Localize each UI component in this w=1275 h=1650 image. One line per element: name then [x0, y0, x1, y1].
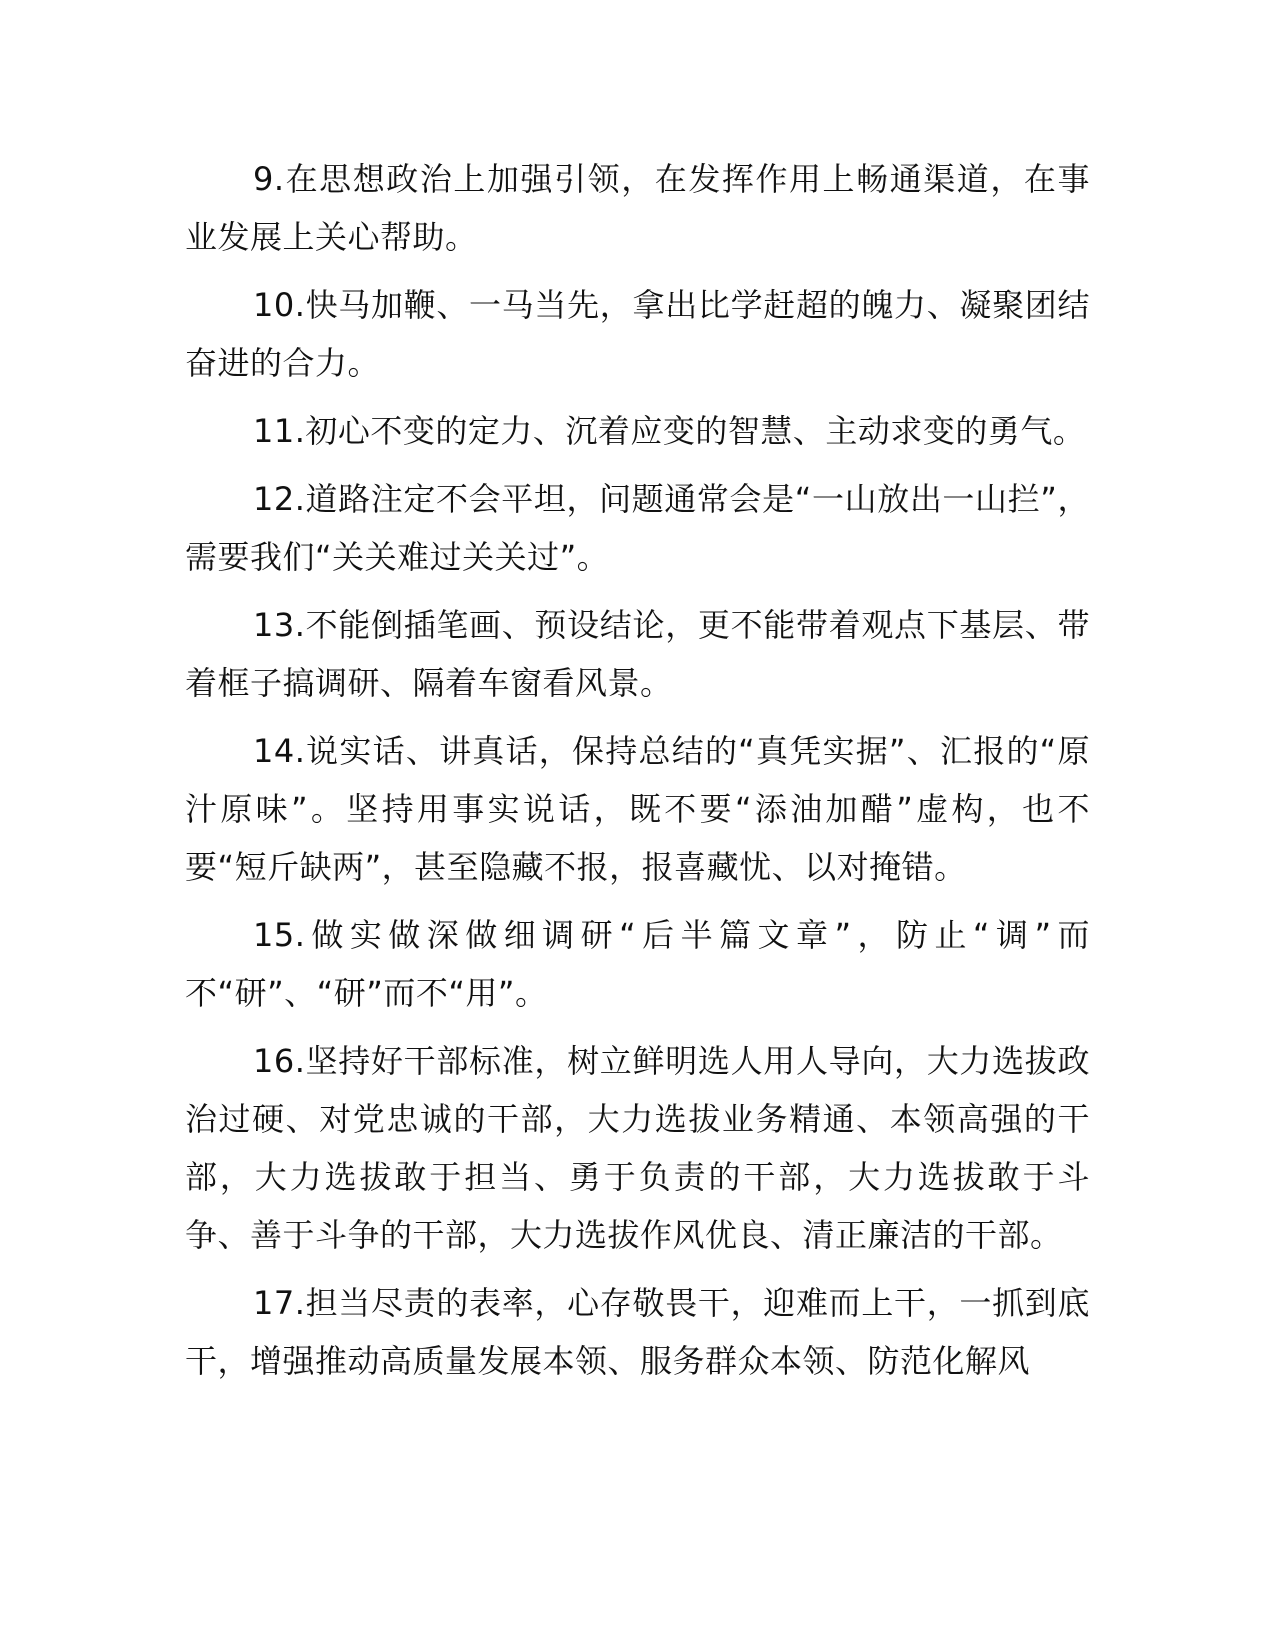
document-body	[185, 150, 1090, 1400]
paragraph-11: 11.初心不变的定力、沉着应变的智慧、主动求变的勇气。	[253, 412, 1086, 450]
paragraph-17: 17.担当尽责的表率，心存敬畏干，迎难而上干，一抓到底干，增强推动高质量发展本领、服务群众本领、防范化解风	[185, 1284, 1090, 1380]
paragraph-9: 9.在思想政治上加强引领，在发挥作用上畅通渠道，在事业发展上关心帮助。	[185, 160, 1090, 256]
paragraph-13: 13.不能倒插笔画、预设结论，更不能带着观点下基层、带着框子搞调研、隔着车窗看风景。	[185, 606, 1090, 702]
paragraph-10: 10.快马加鞭、一马当先，拿出比学赶超的魄力、凝聚团结奋进的合力。	[185, 286, 1090, 382]
paragraph-15: 15.做实做深做细调研“后半篇文章”，防止“调”而不“研”、“研”而不“用”。	[185, 916, 1090, 1012]
paragraph-12: 12.道路注定不会平坦，问题通常会是“一山放出一山拦”，需要我们“关关难过关关过”。	[185, 480, 1090, 576]
paragraph-14: 14.说实话、讲真话，保持总结的“真凭实据”、汇报的“原汁原味”。坚持用事实说话，既不要“添油加醋”虚构，也不要“短斤缺两”，甚至隐藏不报，报喜藏忧、以对掩错。	[185, 732, 1090, 886]
paragraph-16: 16.坚持好干部标准，树立鲜明选人用人导向，大力选拔政治过硬、对党忠诚的干部，大力选拔业务精通、本领高强的干部，大力选拔敢于担当、勇于负责的干部，大力选拔敢于斗争、善于斗争的干部，大力选拔作风优良、清正廉洁的干部。	[185, 1042, 1090, 1254]
